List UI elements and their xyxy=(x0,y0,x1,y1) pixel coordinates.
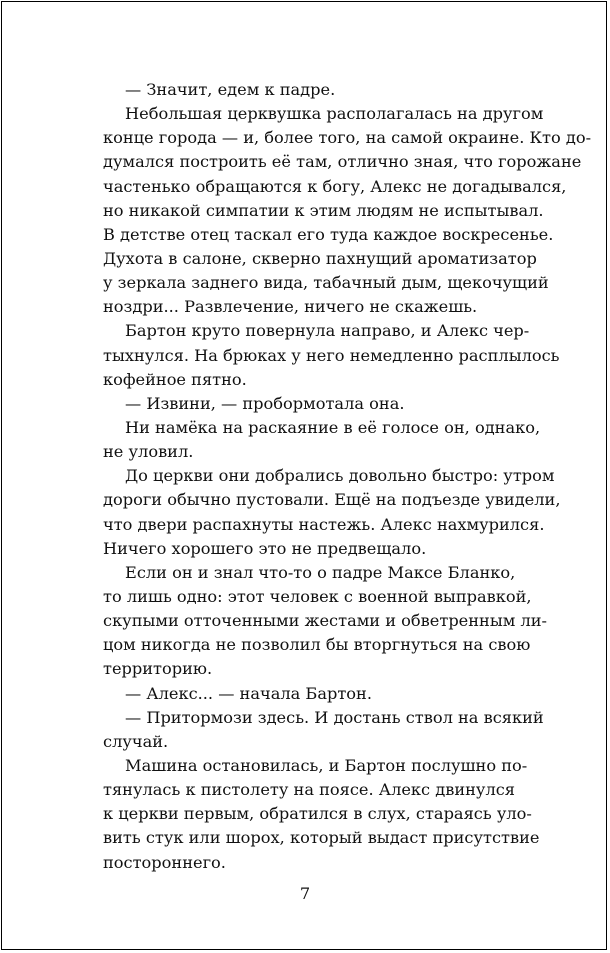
text-line: вить стук или шорох, который выдаст присутствие xyxy=(103,828,540,848)
text-line: Небольшая церквушка располагалась на другом xyxy=(125,104,544,124)
text-line: скупыми отточенными жестами и обветренным ли- xyxy=(103,611,548,631)
text-line: постороннего. xyxy=(103,852,226,872)
text-line: Ничего хорошего это не предвещало. xyxy=(103,538,427,558)
text-line: но никакой симпатии к этим людям не испытывал. xyxy=(103,200,544,220)
text-line: В детстве отец таскал его туда каждое воскресенье. xyxy=(103,224,554,244)
text-line: — Притормози здесь. И достань ствол на всякий xyxy=(125,707,544,727)
body-text xyxy=(103,78,592,875)
text-line: — Извини, — пробормотала она. xyxy=(125,393,405,413)
text-line: До церкви они добрались довольно быстро: утром xyxy=(125,466,555,486)
text-line: думался построить её там, отлично зная, что горожане xyxy=(103,152,582,172)
text-line: конце города — и, более того, на самой окраине. Кто до- xyxy=(103,128,592,148)
text-line: ноздри... Развлечение, ничего не скажешь. xyxy=(103,297,478,317)
text-line: не уловил. xyxy=(103,442,194,462)
text-line: территорию. xyxy=(103,659,213,679)
text-line: частенько обращаются к богу, Алекс не догадывался, xyxy=(103,176,567,196)
text-line: то лишь одно: этот человек с военной выправкой, xyxy=(103,586,532,606)
text-line: случай. xyxy=(103,731,169,751)
text-line: Ни намёка на раскаяние в её голосе он, однако, xyxy=(125,417,541,437)
text-line: — Алекс... — начала Бартон. xyxy=(125,683,372,703)
text-line: Духота в салоне, скверно пахнущий ароматизатор xyxy=(103,248,537,268)
text-line: кофейное пятно. xyxy=(103,369,247,389)
text-line: Машина остановилась, и Бартон послушно по- xyxy=(125,755,528,775)
text-line: что двери распахнуты настежь. Алекс нахмурился. xyxy=(103,514,545,534)
text-line: — Значит, едем к падре. xyxy=(125,80,336,99)
text-line: к церкви первым, обратился в слух, стараясь уло- xyxy=(103,804,532,824)
text-line: дороги обычно пустовали. Ещё на подъезде увидели, xyxy=(103,490,561,510)
text-line: Бартон круто повернула направо, и Алекс чер- xyxy=(125,321,530,341)
page-number: 7 xyxy=(299,884,311,903)
text-line: цом никогда не позволил бы вторгнуться на свою xyxy=(103,635,531,655)
text-line: тянулась к пистолету на поясе. Алекс двинулся xyxy=(103,780,515,800)
text-line: тыхнулся. На брюках у него немедленно расплылось xyxy=(103,345,560,365)
text-line: Если он и знал что-то о падре Максе Бланко, xyxy=(125,562,516,582)
text-line: у зеркала заднего вида, табачный дым, щекочущий xyxy=(103,273,549,293)
